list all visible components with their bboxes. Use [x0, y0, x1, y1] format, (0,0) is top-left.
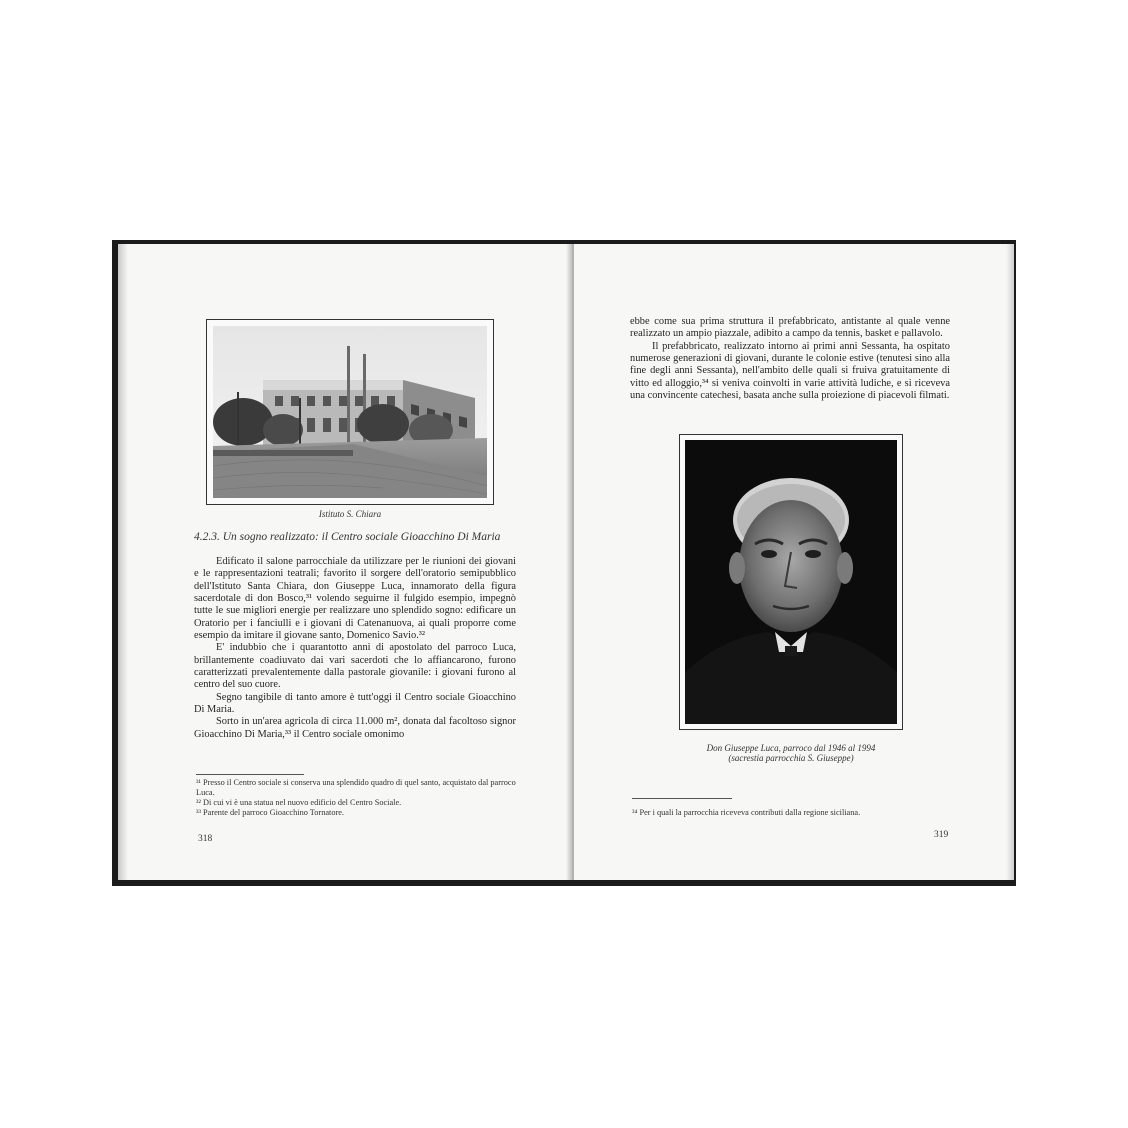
left-body-text: [194, 556, 516, 741]
istituto-building-image: [213, 326, 487, 498]
footnote: ³³ Parente del parroco Gioacchino Tornatore.: [196, 808, 344, 817]
left-page: [118, 244, 572, 880]
portrait-image: [685, 440, 897, 724]
istituto-photo: [206, 319, 494, 505]
left-paragraph: Segno tangibile di tanto amore è tutt'oggi il Centro sociale Gioacchino Di Maria.: [194, 691, 516, 716]
istituto-photo-caption: Istituto S. Chiara: [318, 509, 382, 519]
page-number-left: 318: [198, 834, 213, 844]
right-page: [574, 244, 1014, 880]
left-paragraph: E' indubbio che i quarantotto anni di apostolato del parroco Luca, brillantemente coadiuvato dai vari sacerdoti che lo affiancarono, furono caratterizzati prevalentemente dalla pastorale giovanile: i giovani furono al centro del suo cuore.: [194, 642, 516, 691]
left-paragraph: Edificato il salone parrocchiale da utilizzare per le riunioni dei giovani e le rappresentazioni teatrali; favorito il sorgere dell'oratorio semipubblico dell'Istituto Santa Chiara, don Giuseppe Luca, innamorato della figura sacerdotale di don Bosco,³¹ volendo seguirne il fulgido esempio, impegnò tutte le sue migliori energie per realizzare uno splendido sogno: edificare un Oratorio per i fanciulli e i giovani di Catenanuova, ai quali proporre come esempio da imitare il giovane santo, Domenico Savio.³²: [194, 556, 516, 642]
page-number-right: 319: [934, 830, 949, 840]
portrait-caption-line1: Don Giuseppe Luca, parroco dal 1946 al 1994: [706, 743, 876, 753]
left-footnote-rule: [196, 774, 304, 775]
left-paragraph: Sorto in un'area agricola di circa 11.000 m², donata dal facoltoso signor Gioacchino Di Maria,³³ il Centro sociale omonimo: [194, 716, 516, 740]
footnote: ³² Di cui vi è una statua nel nuovo edificio del Centro Sociale.: [196, 798, 402, 807]
section-title: 4.2.3. Un sogno realizzato: il Centro sociale Gioacchino Di Maria: [194, 531, 501, 543]
right-footnote-rule: [632, 798, 732, 799]
footnote: ³⁴ Per i quali la parrocchia riceveva contributi dalla regione siciliana.: [632, 808, 861, 817]
right-paragraph: ebbe come sua prima struttura il prefabbricato, antistante al quale venne realizzato un ampio piazzale, adibito a campo da tennis, basket e pallavolo.: [630, 316, 950, 340]
right-paragraph: Il prefabbricato, realizzato intorno ai primi anni Sessanta, ha ospitato numerose generazioni di giovani, durante le colonie estive (tenutesi sino alla fine degli anni Sessanta), nell'ambito delle quali si fruiva gratuitamente di vitto ed alloggio,³⁴ si veniva coinvolti in varie attività ludiche, e si riceveva una convincente catechesi, basata anche sulla proiezione di piacevoli filmati.: [630, 340, 950, 402]
portrait-photo: [679, 434, 903, 730]
right-body-text: [630, 316, 950, 402]
right-footnotes: [632, 808, 962, 818]
left-footnotes: [196, 778, 518, 818]
portrait-caption-line2: (sacrestia parrocchia S. Giuseppe): [728, 753, 854, 763]
footnote: ³¹ Presso il Centro sociale si conserva una splendido quadro di quel santo, acquistato dal parroco Luca.: [196, 778, 516, 797]
